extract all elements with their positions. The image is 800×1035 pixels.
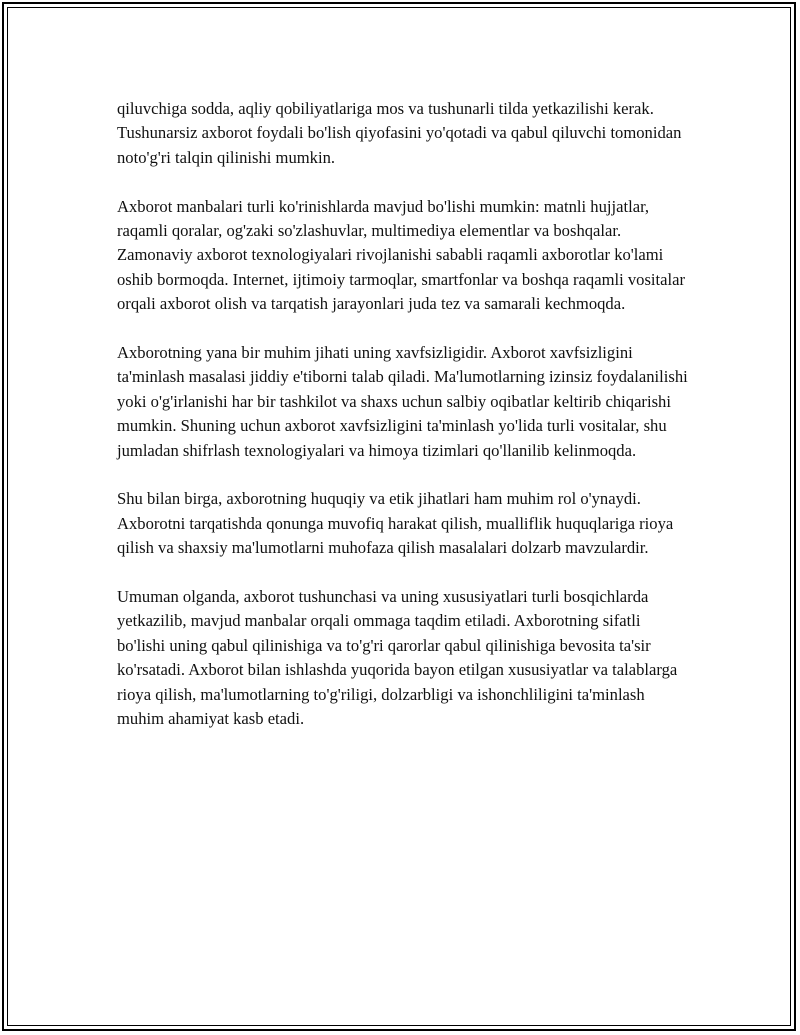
paragraph-2: Axborot manbalari turli ko'rinishlarda mavjud bo'lishi mumkin: matnli hujjatlar, raqamli qoralar, og'zaki so'zlashuvlar, multimediya elementlar va boshqalar. Zamonaviy axborot texnologiyalari rivojlanishi sababli raqamli axborotlar ko'lami oshib bormoqda. Internet, ijtimoiy tarmoqlar, smartfonlar va boshqa raqamli vositalar orqali axborot olish va tarqatish jarayonlari juda tez va samarali kechmoqda. bbox=[117, 196, 685, 314]
paragraph-5: Umuman olganda, axborot tushunchasi va uning xususiyatlari turli bosqichlarda yetkazilib, mavjud manbalar orqali ommaga taqdim etiladi. Axborotning sifatli bo'lishi uning qabul qilinishiga va to'g'ri qarorlar qabul qilinishiga bevosita ta'sir ko'rsatadi. Axborot bilan ishlashda yuqorida bayon etilgan xususiyatlar va talablarga rioya qilish, ma'lumotlarning to'g'riligi, dolzarbligi va ishonchliligini ta'minlash muhim ahamiyat kasb etadi. bbox=[117, 587, 678, 729]
document-body bbox=[117, 97, 689, 756]
paragraph-3: Axborotning yana bir muhim jihati uning xavfsizligidir. Axborot xavfsizligini ta'minlash masalasi jiddiy e'tiborni talab qiladi. Ma'lumotlarning izinsiz foydalanilishi yoki o'g'irlanishi har bir tashkilot va shaxs uchun salbiy oqibatlar keltirib chiqarishi mumkin. Shuning uchun axborot xavfsizligini ta'minlash yo'lida turli vositalar, shu jumladan shifrlash texnologiyalari va himoya tizimlari qo'llanilib kelinmoqda. bbox=[117, 343, 688, 460]
paragraph-4: Shu bilan birga, axborotning huquqiy va etik jihatlari ham muhim rol o'ynaydi. Axborotni tarqatishda qonunga muvofiq harakat qilish, mualliflik huquqlariga rioya qilish va shaxsiy ma'lumotlarni muhofaza qilish masalalari dolzarb mavzulardir. bbox=[117, 489, 674, 558]
paragraph-1: qiluvchiga sodda, aqliy qobiliyatlariga mos va tushunarli tilda yetkazilishi kerak. Tushunarsiz axborot foydali bo'lish qiyofasini yo'qotadi va qabul qiluvchi tomonidan noto'g'ri talqin qilinishi mumkin. bbox=[117, 99, 682, 167]
document-page bbox=[2, 2, 796, 1031]
